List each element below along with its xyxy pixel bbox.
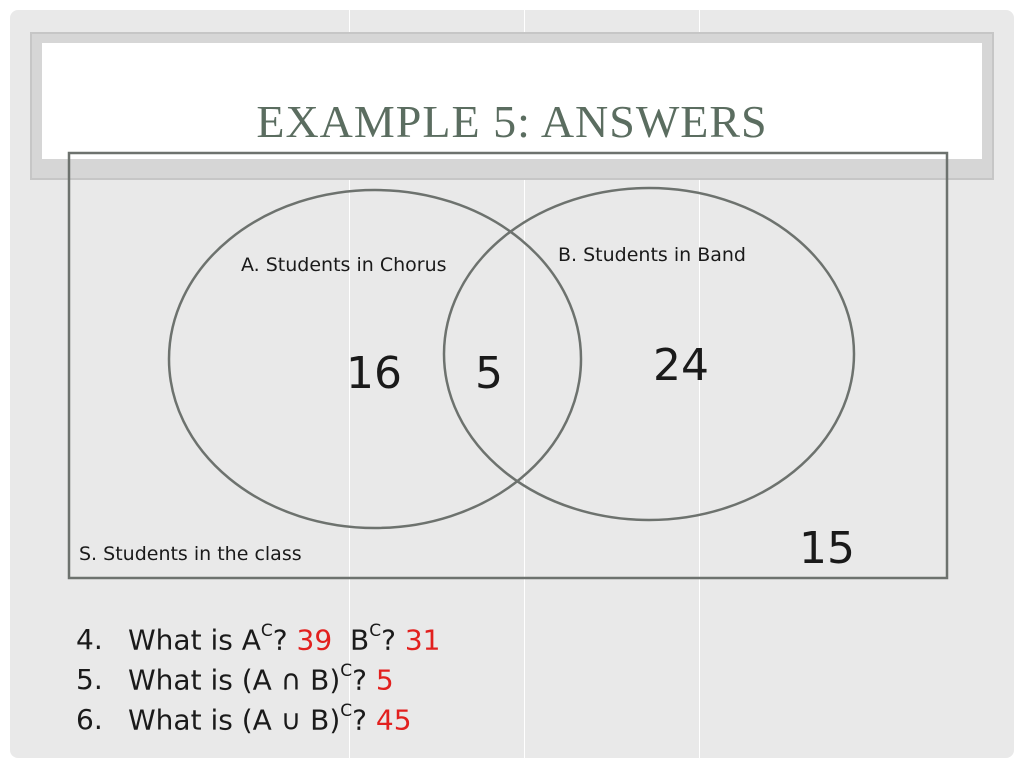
question-mark: ? (352, 703, 376, 737)
complement-mark: C (340, 661, 353, 681)
a-only-count: 16 (346, 348, 402, 399)
answer: 31 (404, 623, 441, 657)
set-b-circle (444, 188, 854, 520)
set-b-label: B. Students in Band (558, 244, 746, 266)
question-item (76, 614, 441, 657)
question-number: 6. (76, 703, 103, 737)
question-number: 5. (76, 663, 103, 697)
intersection-count: 5 (475, 348, 503, 399)
question-item (76, 654, 440, 697)
question-text: What is A (128, 623, 261, 657)
question-number: 4. (76, 623, 103, 657)
answer: 5 (375, 663, 394, 697)
question-text: What is (A ∪ B) (128, 703, 341, 737)
question-list (76, 614, 441, 737)
question-text: What is (A ∩ B) (128, 663, 341, 697)
question-mark: ? (381, 623, 405, 657)
question-mark: ? (272, 623, 297, 657)
slide-title: EXAMPLE 5: ANSWERS (256, 96, 768, 147)
universe-label: S. Students in the class (79, 543, 302, 565)
question-mark: ? (352, 663, 376, 697)
complement-mark: C (369, 621, 382, 641)
answer: 45 (375, 703, 412, 737)
complement-mark: C (340, 701, 353, 721)
b-only-count: 24 (653, 340, 709, 391)
complement-mark: C (260, 621, 273, 641)
universe-rectangle (69, 153, 947, 578)
set-a-label: A. Students in Chorus (241, 254, 447, 276)
question-text: B (349, 623, 370, 657)
outside-count: 15 (799, 523, 855, 574)
answer: 39 (296, 623, 333, 657)
question-item (76, 694, 440, 737)
